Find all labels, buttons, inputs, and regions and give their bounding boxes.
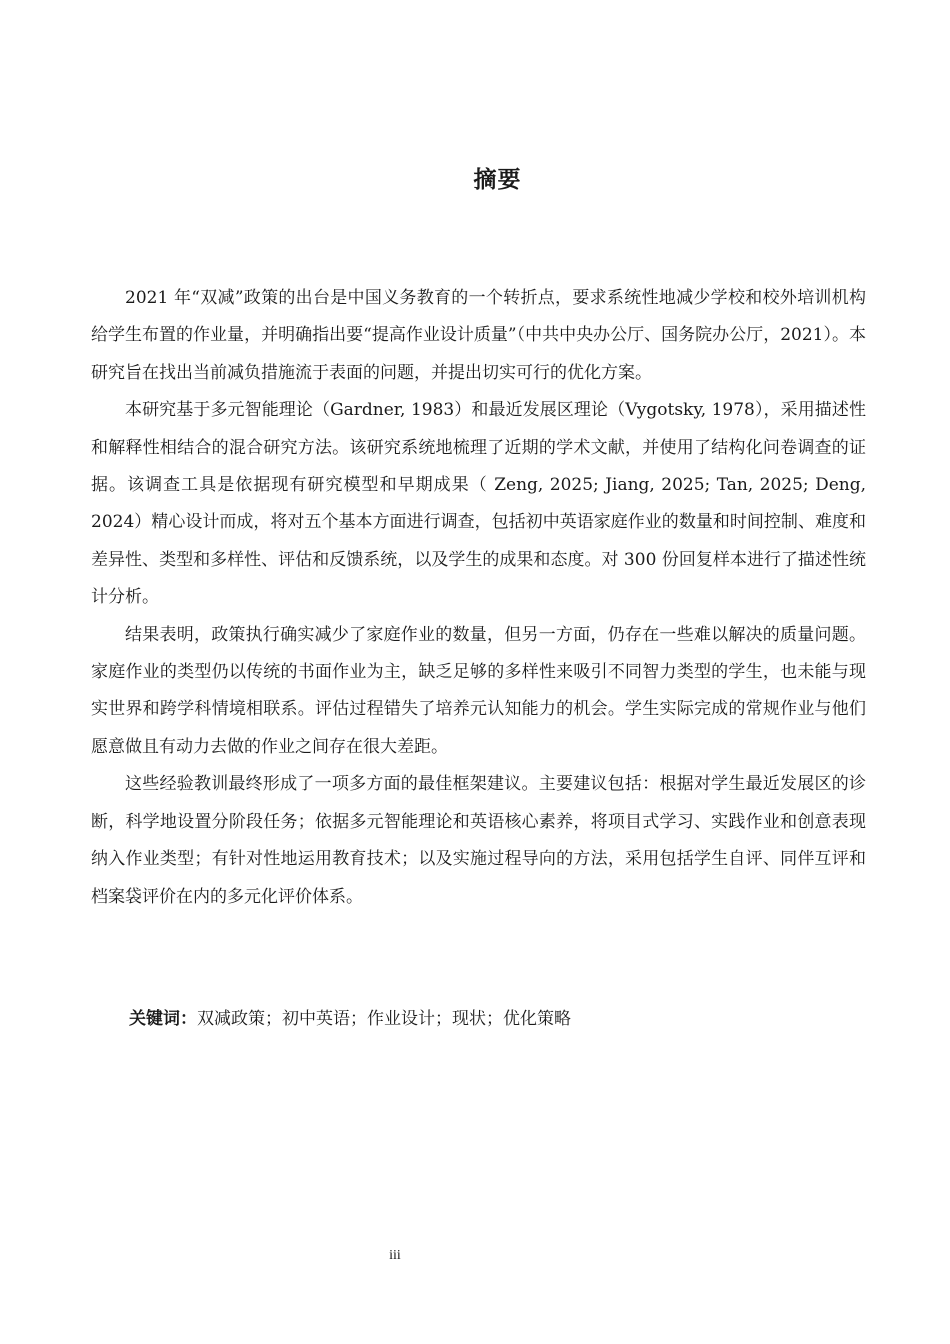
keywords-line xyxy=(129,1004,571,1034)
page-number: iii xyxy=(389,1248,401,1263)
abstract-paragraph: 这些经验教训最终形成了一项多方面的最佳框架建议。主要建议包括：根据对学生最近发展区的诊断，科学地设置分阶段任务；依据多元智能理论和英语核心素养，将项目式学习、实践作业和创意表现纳入作业类型；有针对性地运用教育技术；以及实施过程导向的方法，采用包括学生自评、同伴互评和档案袋评价在内的多元化评价体系。 xyxy=(91,774,866,907)
keywords-label: 关键词： xyxy=(129,1009,197,1029)
abstract-body xyxy=(91,280,866,916)
abstract-paragraph: 结果表明，政策执行确实减少了家庭作业的数量，但另一方面，仍存在一些难以解决的质量问题。家庭作业的类型仍以传统的书面作业为主，缺乏足够的多样性来吸引不同智力类型的学生，也未能与现实世界和跨学科情境相联系。评估过程错失了培养元认知能力的机会。学生实际完成的常规作业与他们愿意做且有动力去做的作业之间存在很大差距。 xyxy=(91,624,866,757)
abstract-paragraph: 本研究基于多元智能理论（Gardner, 1983）和最近发展区理论（Vygotsky, 1978），采用描述性和解释性相结合的混合研究方法。该研究系统地梳理了近期的学术文献，并使用了结构化问卷调查的证据。该调查工具是依据现有研究模型和早期成果（ Zeng, 2025; Jiang, 2025; Tan, 2025; Deng, 2024）精心设计而成，将对五个基本方面进行调查，包括初中英语家庭作业的数量和时间控制、难度和差异性、类型和多样性、评估和反馈系统，以及学生的成果和态度。对 300 份回复样本进行了描述性统计分析。 xyxy=(91,400,866,608)
abstract-paragraph: 2021 年“双减”政策的出台是中国义务教育的一个转折点，要求系统性地减少学校和校外培训机构给学生布置的作业量，并明确指出要“提高作业设计质量”（中共中央办公厅、国务院办公厅，2021）。本研究旨在找出当前减负措施流于表面的问题，并提出切实可行的优化方案。 xyxy=(91,288,866,383)
keywords-value: 双减政策；初中英语；作业设计；现状；优化策略 xyxy=(197,1009,571,1029)
page-title: 摘要 xyxy=(473,167,522,193)
